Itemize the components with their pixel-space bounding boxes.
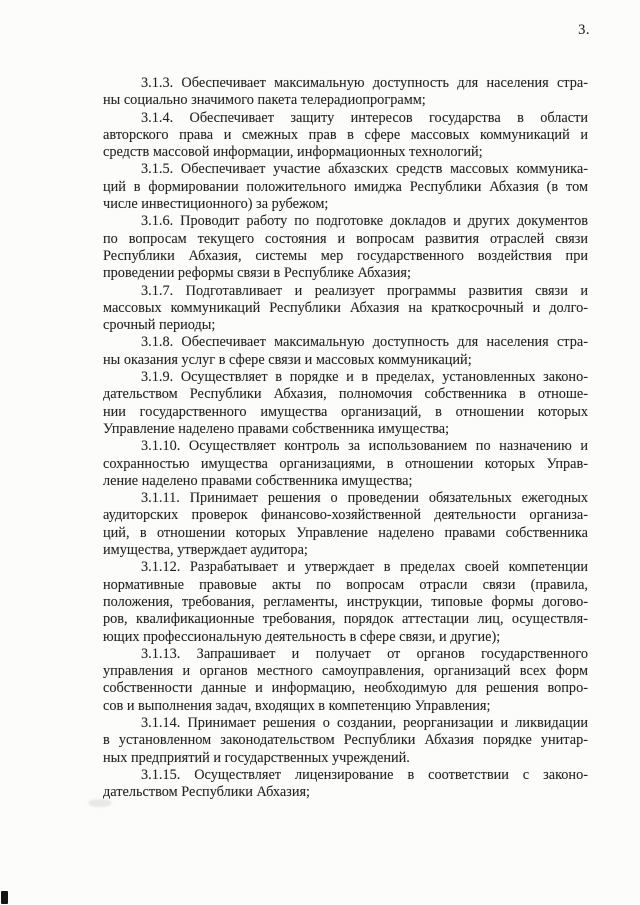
scan-smudge — [88, 799, 112, 807]
paragraph — [103, 161, 588, 213]
paragraph-line: нии государственного имущества организаций, в отношении которых — [103, 403, 588, 420]
paragraph — [103, 438, 588, 490]
paragraph-line: ление наделено правами собственника имущества; — [103, 472, 413, 489]
paragraph-line: ны социально значимого пакета телерадиопрограмм; — [103, 92, 426, 109]
paragraph — [103, 715, 588, 767]
paragraph-line: положения, требования, регламенты, инструкции, типовые формы догово- — [103, 593, 588, 610]
paragraph — [103, 334, 588, 369]
paragraph-line: сов и выполнения задач, входящих в компетенцию Управления; — [103, 697, 491, 714]
paragraph — [103, 110, 588, 162]
paragraph-line: средств массовой информации, информационных технологий; — [103, 144, 483, 161]
paragraph-line: ны оказания услуг в сфере связи и массовых коммуникаций; — [103, 351, 472, 368]
paragraph-line: имущества, утверждает аудитора; — [103, 542, 308, 559]
scan-artifact — [1, 891, 8, 904]
paragraph-line: ных предприятий и государственных учреждений. — [103, 749, 410, 766]
text-block — [103, 75, 588, 801]
paragraph-line: авторского права и смежных прав в сфере массовых коммуникаций и — [103, 126, 588, 143]
paragraph-line: ров, квалификационные требования, порядок аттестации лиц, осуществля- — [103, 611, 588, 628]
paragraph — [103, 283, 588, 335]
paragraph-line: 3.1.14. Принимает решения о создании, реорганизации и ликвидации — [141, 714, 588, 731]
paragraph-line: дательством Республики Абхазия; — [103, 784, 311, 801]
paragraph-line: 3.1.7. Подготавливает и реализует программы развития связи и — [141, 282, 588, 299]
paragraph-line: 3.1.3. Обеспечивает максимальную доступность для населения стра- — [141, 75, 588, 91]
paragraph-line: 3.1.11. Принимает решения о проведении обязательных ежегодных — [141, 490, 588, 507]
paragraph-line: ций, в отношении которых Управление наделено правами собственника — [103, 524, 588, 541]
paragraph-line: 3.1.13. Запрашивает и получает от органов государственного — [141, 645, 588, 662]
paragraph-line: 3.1.4. Обеспечивает защиту интересов государства в области — [141, 109, 588, 126]
paragraph — [103, 767, 588, 802]
paragraph-line: нормативные правовые акты по вопросам отрасли связи (правила, — [103, 576, 588, 593]
paragraph-line: 3.1.5. Обеспечивает участие абхазских средств массовых коммуника- — [141, 161, 588, 178]
paragraph-line: числе инвестиционного) за рубежом; — [103, 196, 329, 213]
paragraph-line: ций в формировании положительного имиджа Республики Абхазия (в том — [103, 178, 588, 195]
paragraph-line: управления и органов местного самоуправления, организаций всех форм — [103, 663, 588, 680]
paragraph-line: дательством Республики Абхазия, полномочия собственника в отноше- — [103, 386, 588, 403]
paragraph-line: в установленном законодательством Республики Абхазия порядке унитар- — [103, 732, 588, 749]
paragraph — [103, 646, 588, 715]
paragraph-line: проведении реформы связи в Республике Абхазия; — [103, 265, 411, 282]
paragraph-line: 3.1.9. Осуществляет в порядке и в пределах, установленных законо- — [141, 369, 588, 386]
paragraph — [103, 213, 588, 282]
paragraph-line: 3.1.12. Разрабатывает и утверждает в пределах своей компетенции — [141, 559, 588, 576]
paragraph-line: аудиторских проверок финансово-хозяйственной деятельности организа- — [103, 507, 588, 524]
paragraph-line: 3.1.10. Осуществляет контроль за использованием по назначению и — [141, 438, 588, 455]
paragraph-line: по вопросам текущего состояния и вопросам развития отраслей связи — [103, 230, 588, 247]
paragraph-line: Управление наделено правами собственника имущества; — [103, 420, 450, 437]
paragraph — [103, 75, 588, 110]
paragraph — [103, 369, 588, 438]
paragraph-line: срочный периоды; — [103, 317, 216, 334]
paragraph-line: массовых коммуникаций Республики Абхазия на краткосрочный и долго- — [103, 299, 588, 316]
paragraph-line: собственности данные и информацию, необходимую для решения вопро- — [103, 680, 588, 697]
paragraph — [103, 559, 588, 645]
paragraph-line: сохранностью имущества организациями, в отношении которых Управ- — [103, 455, 588, 472]
paragraph — [103, 490, 588, 559]
paragraph-line: 3.1.15. Осуществляет лицензирование в соответствии с законо- — [141, 766, 588, 783]
paragraph-line: Республики Абхазия, системы мер государственного воздействия при — [103, 247, 588, 264]
paragraph-line: 3.1.8. Обеспечивает максимальную доступность для населения стра- — [141, 334, 588, 351]
paragraph-line: ющих профессиональную деятельность в сфере связи, и другие); — [103, 628, 501, 645]
page-number: 3. — [578, 22, 590, 38]
paragraph-line: 3.1.6. Проводит работу по подготовке докладов и других документов — [141, 213, 588, 230]
